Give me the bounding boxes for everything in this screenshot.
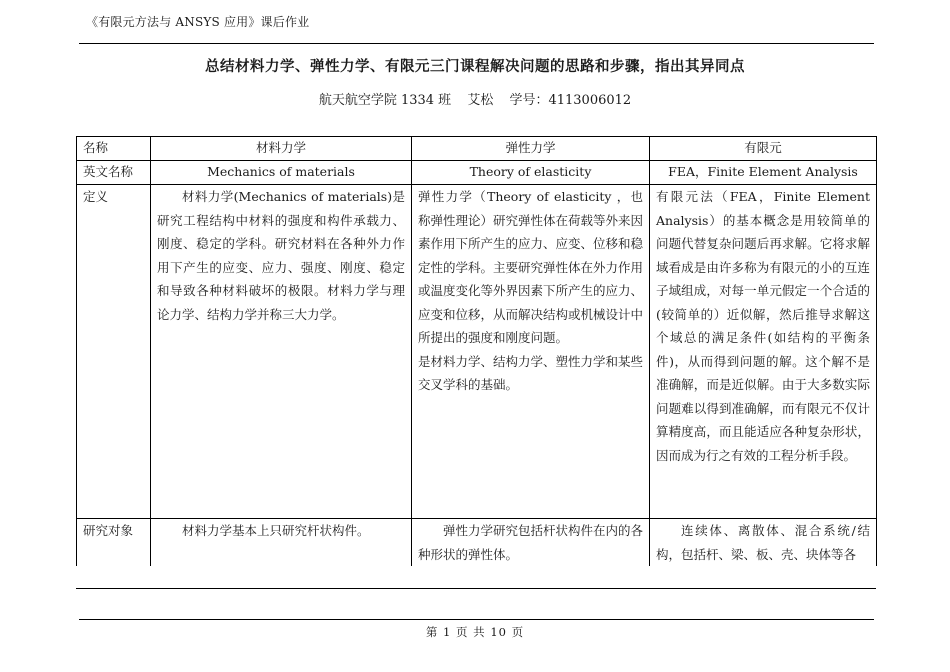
definition-elasticity-text: 弹性力学（Theory of elasticity ，也称弹性理论）研究弹性体在荷载等外来因素作用下所产生的应力、应变、位移和稳定性的学科。主要研究弹性体在外力作用或温度变化等外界因素下所产生的应力、应变和位移，从而解决结构或机械设计中所提出的强度和刚度问题。 — [418, 189, 644, 345]
table-row — [77, 519, 877, 567]
author-class: 航天航空学院 1334 班 — [318, 93, 452, 108]
footer-rule — [79, 619, 874, 620]
cell-definition-fea: 有限元法（FEA，Finite Element Analysis）的基本概念是用较简单的问题代替复杂问题后再求解。它将求解域看成是由许多称为有限元的小的互连子域组成，对每一单元假定一个合适的(较简单的）近似解，然后推导求解这个域总的满足条件(如结构的平衡条件)，从而得到问题的解。这个解不是准确解，而是近似解。由于大多数实际问题难以得到准确解，而有限元不仅计算精度高，而且能适应各种复杂形状，因而成为行之有效的工程分析手段。 — [650, 185, 877, 519]
table-row — [77, 161, 877, 185]
cell-object-fea: 连续体、离散体、混合系统/结构，包括杆、梁、板、壳、块体等各 — [650, 519, 877, 567]
row-label-english-name: 英文名称 — [77, 161, 151, 185]
cell-definition-elasticity — [412, 185, 650, 519]
column-header-fea: 有限元 — [650, 137, 877, 161]
comparison-table — [76, 136, 877, 566]
header-rule — [79, 43, 874, 44]
cell-definition-mechanics: 材料力学(Mechanics of materials)是研究工程结构中材料的强度和构件承载力、刚度、稳定的学科。研究材料在各种外力作用下产生的应变、应力、强度、刚度、稳定和导致各种材料破坏的极限。材料力学与理论力学、结构力学并称三大力学。 — [151, 185, 412, 519]
column-header-name: 名称 — [77, 137, 151, 161]
author-student-id: 学号：4113006012 — [509, 93, 632, 108]
table-bottom-rule — [76, 588, 876, 589]
cell-object-elasticity: 弹性力学研究包括杆状构件在内的各种形状的弹性体。 — [412, 519, 650, 567]
row-label-definition: 定义 — [77, 185, 151, 519]
column-header-mechanics: 材料力学 — [151, 137, 412, 161]
cell-english-elasticity: Theory of elasticity — [412, 161, 650, 185]
table-header-row — [77, 137, 877, 161]
course-header: 《有限元方法与 ANSYS 应用》课后作业 — [86, 15, 310, 29]
document-title: 总结材料力学、弹性力学、有限元三门课程解决问题的思路和步骤，指出其异同点 — [205, 59, 745, 75]
row-label-research-object: 研究对象 — [77, 519, 151, 567]
table-row — [77, 185, 877, 519]
author-name: 艾松 — [467, 93, 494, 108]
page-number: 第 1 页 共 10 页 — [425, 625, 525, 639]
column-header-elasticity: 弹性力学 — [412, 137, 650, 161]
cell-english-mechanics: Mechanics of materials — [151, 161, 412, 185]
definition-elasticity-extra: 是材料力学、结构力学、塑性力学和某些交叉学科的基础。 — [418, 353, 644, 392]
author-line — [0, 89, 950, 108]
cell-english-fea: FEA，Finite Element Analysis — [650, 161, 877, 185]
cell-object-mechanics: 材料力学基本上只研究杆状构件。 — [151, 519, 412, 567]
